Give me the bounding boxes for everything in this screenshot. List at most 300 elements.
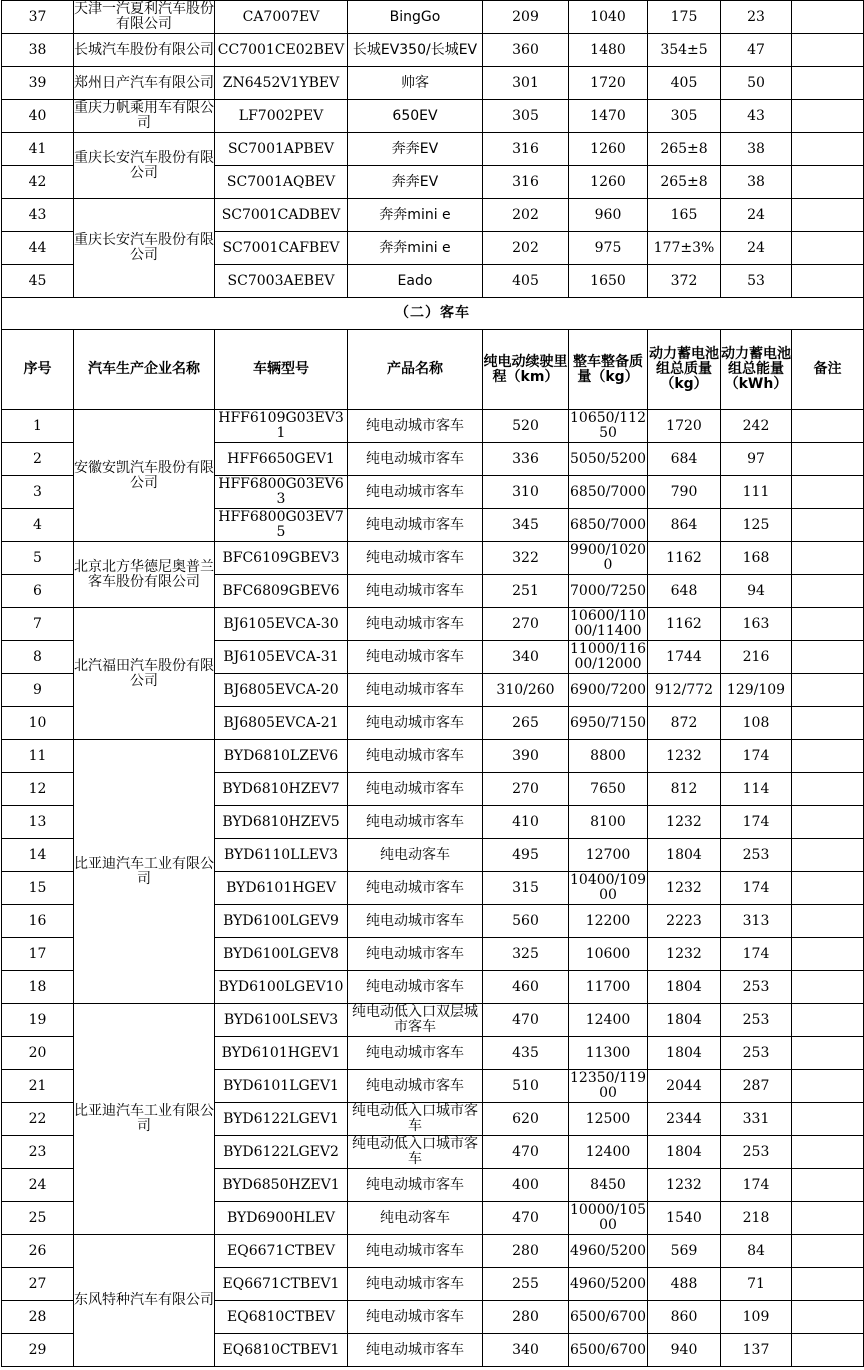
- cell-model: BYD6100LGEV9: [215, 905, 348, 938]
- section-title: （二）客车: [2, 298, 864, 330]
- cell-seq: 9: [2, 674, 74, 707]
- cell-range: 470: [483, 1004, 569, 1037]
- header-row: [2, 330, 864, 410]
- cell-seq: 37: [2, 1, 74, 34]
- cell-range: 316: [483, 133, 569, 166]
- cell-product: 纯电动城市客车: [348, 1235, 483, 1268]
- cell-note: [792, 674, 864, 707]
- passenger-car-rows: [2, 1, 864, 298]
- cell-note: [792, 707, 864, 740]
- cell-company: 东风特种汽车有限公司: [74, 1235, 215, 1367]
- cell-company: 安徽安凯汽车股份有限公司: [74, 410, 215, 542]
- table-row: [2, 410, 864, 443]
- cell-mass: 10600: [569, 938, 648, 971]
- cell-mass: 12500: [569, 1103, 648, 1136]
- cell-model: BJ6105EVCA-30: [215, 608, 348, 641]
- cell-battery-mass: 1804: [648, 839, 721, 872]
- cell-note: [792, 1070, 864, 1103]
- cell-range: 202: [483, 199, 569, 232]
- cell-battery-mass: 265±8: [648, 166, 721, 199]
- cell-seq: 27: [2, 1268, 74, 1301]
- cell-battery-mass: 1744: [648, 641, 721, 674]
- table-row: [2, 100, 864, 133]
- cell-note: [792, 608, 864, 641]
- cell-battery-energy: 125: [721, 509, 792, 542]
- cell-note: [792, 476, 864, 509]
- cell-product: 纯电动城市客车: [348, 773, 483, 806]
- cell-seq: 10: [2, 707, 74, 740]
- cell-product: 纯电动低入口城市客车: [348, 1103, 483, 1136]
- cell-mass: 6850/7000: [569, 509, 648, 542]
- cell-battery-mass: 1232: [648, 806, 721, 839]
- cell-seq: 1: [2, 410, 74, 443]
- cell-battery-mass: 1232: [648, 740, 721, 773]
- cell-mass: 1040: [569, 1, 648, 34]
- cell-seq: 41: [2, 133, 74, 166]
- cell-battery-energy: 163: [721, 608, 792, 641]
- cell-product: 纯电动城市客车: [348, 641, 483, 674]
- cell-company: 重庆长安汽车股份有限公司: [74, 133, 215, 199]
- cell-company: 重庆长安汽车股份有限公司: [74, 199, 215, 298]
- cell-product: 纯电动城市客车: [348, 674, 483, 707]
- cell-battery-energy: 253: [721, 1136, 792, 1169]
- cell-seq: 18: [2, 971, 74, 1004]
- cell-range: 345: [483, 509, 569, 542]
- cell-seq: 25: [2, 1202, 74, 1235]
- cell-product: 纯电动城市客车: [348, 443, 483, 476]
- cell-product: 650EV: [348, 100, 483, 133]
- cell-battery-energy: 174: [721, 740, 792, 773]
- cell-battery-energy: 287: [721, 1070, 792, 1103]
- cell-battery-mass: 405: [648, 67, 721, 100]
- cell-product: 纯电动城市客车: [348, 542, 483, 575]
- cell-range: 315: [483, 872, 569, 905]
- cell-range: 316: [483, 166, 569, 199]
- cell-seq: 7: [2, 608, 74, 641]
- cell-seq: 5: [2, 542, 74, 575]
- header-product: 产品名称: [348, 330, 483, 410]
- cell-model: BYD6101HGEV1: [215, 1037, 348, 1070]
- table-row: [2, 67, 864, 100]
- cell-note: [792, 1334, 864, 1367]
- cell-note: [792, 1136, 864, 1169]
- table-row: [2, 1235, 864, 1268]
- cell-mass: 6500/6700: [569, 1334, 648, 1367]
- cell-mass: 6900/7200: [569, 674, 648, 707]
- cell-seq: 40: [2, 100, 74, 133]
- cell-product: 长城EV350/长城EV: [348, 34, 483, 67]
- cell-seq: 22: [2, 1103, 74, 1136]
- cell-model: SC7001AQBEV: [215, 166, 348, 199]
- cell-model: HFF6650GEV1: [215, 443, 348, 476]
- cell-mass: 10400/10900: [570, 872, 646, 903]
- cell-range: 405: [483, 265, 569, 298]
- cell-model: BYD6110LLEV3: [215, 839, 348, 872]
- cell-battery-mass: 372: [648, 265, 721, 298]
- cell-battery-energy: 331: [721, 1103, 792, 1136]
- cell-product: 纯电动客车: [348, 1202, 483, 1235]
- cell-battery-mass: 1162: [648, 542, 721, 575]
- cell-model: BYD6122LGEV2: [215, 1136, 348, 1169]
- cell-note: [792, 100, 864, 133]
- cell-model: BYD6122LGEV1: [215, 1103, 348, 1136]
- cell-range: 251: [483, 575, 569, 608]
- cell-range: 470: [483, 1202, 569, 1235]
- cell-product: 纯电动城市客车: [348, 971, 483, 1004]
- cell-note: [792, 1301, 864, 1334]
- cell-battery-energy: 53: [721, 265, 792, 298]
- cell-note: [792, 509, 864, 542]
- cell-model: SC7001CAFBEV: [215, 232, 348, 265]
- cell-battery-energy: 253: [721, 839, 792, 872]
- cell-note: [792, 542, 864, 575]
- cell-note: [792, 1103, 864, 1136]
- cell-battery-mass: 1804: [648, 1004, 721, 1037]
- cell-product: 纯电动城市客车: [348, 575, 483, 608]
- cell-company: 比亚迪汽车工业有限公司: [74, 740, 215, 1004]
- cell-battery-energy: 24: [721, 232, 792, 265]
- cell-product: 纯电动城市客车: [348, 740, 483, 773]
- cell-battery-energy: 43: [721, 100, 792, 133]
- cell-product: 纯电动低入口城市客车: [348, 1136, 483, 1169]
- cell-mass: 1480: [569, 34, 648, 67]
- cell-range: 460: [483, 971, 569, 1004]
- cell-mass: 7000/7250: [569, 575, 648, 608]
- cell-battery-energy: 108: [721, 707, 792, 740]
- cell-company: 天津一汽夏利汽车股份有限公司: [74, 1, 214, 32]
- cell-note: [792, 575, 864, 608]
- cell-model: BYD6810HZEV5: [215, 806, 348, 839]
- table-row: [2, 542, 864, 575]
- table-row: [2, 199, 864, 232]
- cell-battery-mass: 1804: [648, 971, 721, 1004]
- cell-range: 255: [483, 1268, 569, 1301]
- cell-battery-mass: 354±5: [648, 34, 721, 67]
- cell-note: [792, 905, 864, 938]
- table-row: [2, 34, 864, 67]
- cell-note: [792, 1037, 864, 1070]
- cell-company: 北京北方华德尼奥普兰客车股份有限公司: [74, 542, 215, 608]
- cell-product: 纯电动城市客车: [348, 509, 483, 542]
- cell-battery-energy: 253: [721, 1004, 792, 1037]
- vehicle-catalog-table: [1, 0, 864, 1367]
- cell-note: [792, 806, 864, 839]
- cell-product: 纯电动城市客车: [348, 1169, 483, 1202]
- header-model: 车辆型号: [215, 330, 348, 410]
- cell-seq: 6: [2, 575, 74, 608]
- header-range: 纯电动续驶里程（km）: [483, 330, 569, 410]
- cell-model: LF7002PEV: [215, 100, 348, 133]
- cell-product: 奔奔EV: [348, 166, 483, 199]
- cell-battery-mass: 940: [648, 1334, 721, 1367]
- cell-model: BYD6100LGEV8: [215, 938, 348, 971]
- cell-mass: 1650: [569, 265, 648, 298]
- cell-battery-energy: 253: [721, 1037, 792, 1070]
- cell-model: SC7001CADBEV: [215, 199, 348, 232]
- cell-mass: 10000/10500: [570, 1202, 646, 1233]
- cell-seq: 21: [2, 1070, 74, 1103]
- header-mass: 整车整备质量（kg）: [569, 330, 648, 410]
- cell-note: [792, 410, 864, 443]
- cell-mass: 10650/11250: [570, 410, 646, 441]
- cell-mass: 9900/10200: [570, 542, 646, 573]
- cell-battery-mass: 872: [648, 707, 721, 740]
- bus-rows: [2, 410, 864, 1367]
- cell-model: EQ6671CTBEV1: [215, 1268, 348, 1301]
- cell-mass: 1260: [569, 133, 648, 166]
- cell-range: 340: [483, 1334, 569, 1367]
- cell-battery-energy: 242: [721, 410, 792, 443]
- cell-seq: 23: [2, 1136, 74, 1169]
- cell-company: 比亚迪汽车工业有限公司: [74, 1004, 215, 1235]
- cell-battery-energy: 168: [721, 542, 792, 575]
- cell-model: BYD6810LZEV6: [215, 740, 348, 773]
- section-title-row: [2, 298, 864, 330]
- cell-model: BYD6100LSEV3: [215, 1004, 348, 1037]
- cell-mass: 6950/7150: [569, 707, 648, 740]
- cell-range: 495: [483, 839, 569, 872]
- cell-range: 620: [483, 1103, 569, 1136]
- cell-battery-mass: 1804: [648, 1136, 721, 1169]
- cell-battery-mass: 912/772: [648, 674, 721, 707]
- cell-product: 纯电动城市客车: [348, 1334, 483, 1367]
- cell-range: 202: [483, 232, 569, 265]
- cell-battery-energy: 174: [721, 872, 792, 905]
- cell-battery-mass: 175: [648, 1, 721, 34]
- cell-mass: 4960/5200: [569, 1235, 648, 1268]
- cell-model: CA7007EV: [215, 1, 348, 34]
- cell-note: [792, 773, 864, 806]
- cell-battery-mass: 812: [648, 773, 721, 806]
- cell-mass: 1470: [569, 100, 648, 133]
- cell-mass: 8100: [569, 806, 648, 839]
- cell-company: 长城汽车股份有限公司: [74, 34, 215, 67]
- cell-range: 322: [483, 542, 569, 575]
- cell-product: 奔奔mini e: [348, 232, 483, 265]
- cell-mass: 960: [569, 199, 648, 232]
- cell-battery-mass: 2044: [648, 1070, 721, 1103]
- cell-mass: 1720: [569, 67, 648, 100]
- cell-mass: 8450: [569, 1169, 648, 1202]
- cell-battery-energy: 38: [721, 133, 792, 166]
- cell-note: [792, 265, 864, 298]
- cell-range: 280: [483, 1235, 569, 1268]
- cell-seq: 45: [2, 265, 74, 298]
- cell-seq: 28: [2, 1301, 74, 1334]
- cell-battery-energy: 94: [721, 575, 792, 608]
- cell-battery-energy: 114: [721, 773, 792, 806]
- cell-note: [792, 740, 864, 773]
- cell-range: 270: [483, 773, 569, 806]
- cell-battery-energy: 84: [721, 1235, 792, 1268]
- header-note: 备注: [792, 330, 864, 410]
- cell-range: 265: [483, 707, 569, 740]
- cell-product: Eado: [348, 265, 483, 298]
- cell-seq: 24: [2, 1169, 74, 1202]
- cell-battery-energy: 71: [721, 1268, 792, 1301]
- cell-battery-mass: 864: [648, 509, 721, 542]
- cell-battery-mass: 1540: [648, 1202, 721, 1235]
- cell-mass: 12350/11900: [570, 1070, 646, 1101]
- cell-range: 560: [483, 905, 569, 938]
- cell-mass: 10600/11000/11400: [570, 608, 646, 639]
- cell-product: 纯电动城市客车: [348, 1301, 483, 1334]
- cell-product: 纯电动城市客车: [348, 410, 483, 443]
- cell-seq: 17: [2, 938, 74, 971]
- cell-range: 340: [483, 641, 569, 674]
- cell-seq: 11: [2, 740, 74, 773]
- cell-seq: 3: [2, 476, 74, 509]
- cell-range: 410: [483, 806, 569, 839]
- cell-mass: 975: [569, 232, 648, 265]
- cell-range: 510: [483, 1070, 569, 1103]
- cell-note: [792, 1004, 864, 1037]
- cell-battery-mass: 1804: [648, 1037, 721, 1070]
- cell-product: 纯电动城市客车: [348, 1070, 483, 1103]
- cell-product: 纯电动低入口双层城市客车: [348, 1004, 483, 1037]
- cell-range: 310: [483, 476, 569, 509]
- cell-product: 纯电动城市客车: [348, 1268, 483, 1301]
- cell-model: BYD6100LGEV10: [215, 971, 348, 1004]
- cell-note: [792, 641, 864, 674]
- cell-mass: 4960/5200: [569, 1268, 648, 1301]
- cell-battery-mass: 1720: [648, 410, 721, 443]
- cell-seq: 43: [2, 199, 74, 232]
- cell-battery-energy: 174: [721, 1169, 792, 1202]
- cell-company: 郑州日产汽车有限公司: [74, 67, 215, 100]
- header-battery-mass: 动力蓄电池组总质量（kg）: [648, 330, 721, 410]
- cell-mass: 6850/7000: [569, 476, 648, 509]
- cell-model: HFF6800G03EV75: [215, 509, 348, 542]
- cell-battery-energy: 50: [721, 67, 792, 100]
- cell-model: BYD6810HZEV7: [215, 773, 348, 806]
- cell-battery-mass: 177±3%: [648, 232, 721, 265]
- cell-mass: 12400: [569, 1136, 648, 1169]
- cell-battery-mass: 569: [648, 1235, 721, 1268]
- cell-range: 400: [483, 1169, 569, 1202]
- cell-seq: 20: [2, 1037, 74, 1070]
- table-row: [2, 608, 864, 641]
- cell-product: 纯电动客车: [348, 839, 483, 872]
- cell-range: 305: [483, 100, 569, 133]
- cell-model: BYD6850HZEV1: [215, 1169, 348, 1202]
- cell-model: EQ6810CTBEV1: [215, 1334, 348, 1367]
- cell-model: BYD6101HGEV: [215, 872, 348, 905]
- cell-battery-mass: 648: [648, 575, 721, 608]
- cell-range: 336: [483, 443, 569, 476]
- cell-note: [792, 443, 864, 476]
- cell-range: 470: [483, 1136, 569, 1169]
- cell-note: [792, 166, 864, 199]
- cell-product: 奔奔EV: [348, 133, 483, 166]
- cell-note: [792, 971, 864, 1004]
- cell-mass: 12200: [569, 905, 648, 938]
- cell-battery-energy: 174: [721, 806, 792, 839]
- cell-range: 325: [483, 938, 569, 971]
- cell-mass: 8800: [569, 740, 648, 773]
- cell-company: 北汽福田汽车股份有限公司: [74, 608, 215, 740]
- cell-battery-mass: 305: [648, 100, 721, 133]
- cell-battery-energy: 253: [721, 971, 792, 1004]
- cell-product: 纯电动城市客车: [348, 872, 483, 905]
- cell-battery-mass: 1232: [648, 872, 721, 905]
- cell-seq: 2: [2, 443, 74, 476]
- cell-note: [792, 1202, 864, 1235]
- cell-product: 纯电动城市客车: [348, 1037, 483, 1070]
- cell-battery-mass: 2223: [648, 905, 721, 938]
- cell-range: 520: [483, 410, 569, 443]
- cell-note: [792, 1235, 864, 1268]
- cell-model: HFF6109G03EV31: [215, 410, 348, 443]
- cell-product: 奔奔mini e: [348, 199, 483, 232]
- header-seq: 序号: [2, 330, 74, 410]
- cell-model: BJ6105EVCA-31: [215, 641, 348, 674]
- cell-battery-mass: 1232: [648, 1169, 721, 1202]
- cell-product: BingGo: [348, 1, 483, 34]
- cell-battery-energy: 129/109: [721, 674, 792, 707]
- cell-company: 重庆力帆乘用车有限公司: [74, 100, 214, 131]
- cell-battery-mass: 860: [648, 1301, 721, 1334]
- cell-note: [792, 34, 864, 67]
- cell-model: CC7001CE02BEV: [215, 34, 348, 67]
- cell-note: [792, 67, 864, 100]
- cell-note: [792, 1268, 864, 1301]
- header-battery-energy: 动力蓄电池组总能量（kWh）: [721, 330, 792, 410]
- cell-battery-mass: 165: [648, 199, 721, 232]
- cell-model: BYD6101LGEV1: [215, 1070, 348, 1103]
- table-row: [2, 1004, 864, 1037]
- cell-battery-energy: 313: [721, 905, 792, 938]
- cell-mass: 11000/11600/12000: [570, 641, 646, 672]
- cell-battery-mass: 1162: [648, 608, 721, 641]
- cell-model: SC7001APBEV: [215, 133, 348, 166]
- cell-battery-mass: 265±8: [648, 133, 721, 166]
- cell-product: 帅客: [348, 67, 483, 100]
- cell-mass: 11700: [569, 971, 648, 1004]
- cell-note: [792, 1, 864, 34]
- cell-mass: 11300: [569, 1037, 648, 1070]
- cell-product: 纯电动城市客车: [348, 806, 483, 839]
- cell-battery-mass: 790: [648, 476, 721, 509]
- cell-seq: 19: [2, 1004, 74, 1037]
- cell-product: 纯电动城市客车: [348, 608, 483, 641]
- cell-range: 280: [483, 1301, 569, 1334]
- cell-model: HFF6800G03EV63: [215, 476, 348, 509]
- cell-seq: 26: [2, 1235, 74, 1268]
- cell-note: [792, 232, 864, 265]
- cell-battery-energy: 23: [721, 1, 792, 34]
- cell-product: 纯电动城市客车: [348, 938, 483, 971]
- cell-range: 435: [483, 1037, 569, 1070]
- cell-product: 纯电动城市客车: [348, 707, 483, 740]
- cell-product: 纯电动城市客车: [348, 905, 483, 938]
- cell-battery-mass: 488: [648, 1268, 721, 1301]
- cell-product: 纯电动城市客车: [348, 476, 483, 509]
- cell-seq: 15: [2, 872, 74, 905]
- cell-model: ZN6452V1YBEV: [215, 67, 348, 100]
- cell-battery-energy: 216: [721, 641, 792, 674]
- cell-model: BFC6109GBEV3: [215, 542, 348, 575]
- cell-note: [792, 839, 864, 872]
- cell-battery-energy: 47: [721, 34, 792, 67]
- cell-seq: 12: [2, 773, 74, 806]
- cell-seq: 29: [2, 1334, 74, 1367]
- cell-range: 301: [483, 67, 569, 100]
- cell-battery-mass: 2344: [648, 1103, 721, 1136]
- cell-battery-energy: 24: [721, 199, 792, 232]
- cell-note: [792, 1169, 864, 1202]
- cell-seq: 8: [2, 641, 74, 674]
